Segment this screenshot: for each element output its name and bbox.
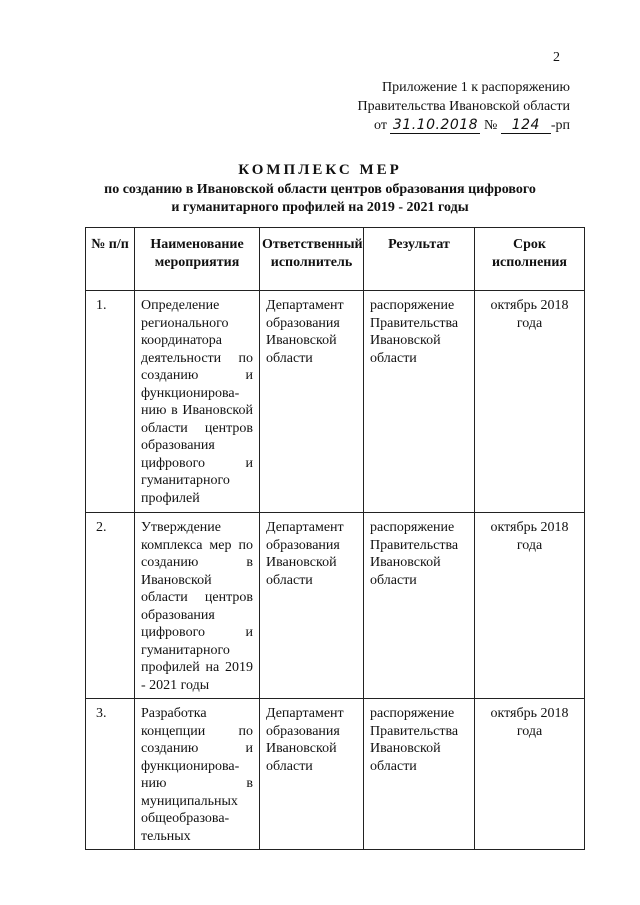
table-row bbox=[86, 699, 585, 850]
row-result: распоряжение Правительства Ивановской области bbox=[364, 699, 475, 850]
row-responsible: Департамент образования Ивановской области bbox=[260, 513, 364, 699]
table-header-row bbox=[86, 228, 585, 291]
row-num: 2. bbox=[86, 513, 135, 699]
row-name: Утверждение комплекса мер по созданию в Ивановской области центров образования цифрового и гуманитарного профилей на 2019 - 2021 годы bbox=[135, 513, 260, 699]
appendix-header bbox=[330, 78, 570, 135]
header-name: Наименование мероприятия bbox=[135, 228, 260, 291]
handwritten-date: 31.10.2018 bbox=[390, 117, 480, 134]
header-num: № п/п bbox=[86, 228, 135, 291]
document-title: КОМПЛЕКС МЕР bbox=[238, 162, 402, 178]
handwritten-number: 124 bbox=[501, 117, 551, 134]
measures-table bbox=[85, 227, 585, 850]
appendix-line-1: Приложение 1 к распоряжению bbox=[382, 80, 570, 95]
row-term: октябрь 2018 года bbox=[475, 699, 585, 850]
from-label: от bbox=[374, 118, 387, 133]
row-term: октябрь 2018 года bbox=[475, 291, 585, 513]
header-result: Результат bbox=[364, 228, 475, 291]
row-result: распоряжение Правительства Ивановской области bbox=[364, 513, 475, 699]
appendix-line-2: Правительства Ивановской области bbox=[357, 99, 570, 114]
row-name: Разработка концепции по созданию и функционирова-нию в муниципальных общеобразова-тельных bbox=[135, 699, 260, 850]
number-suffix: -рп bbox=[550, 118, 570, 133]
table-row bbox=[86, 513, 585, 699]
row-responsible: Департамент образования Ивановской области bbox=[260, 699, 364, 850]
row-name: Определение регионального координатора деятельности по созданию и функционирова-нию в Ивановской области центров образования цифрового и гуманитарного профилей bbox=[135, 291, 260, 513]
header-responsible: Ответственный исполнитель bbox=[260, 228, 364, 291]
number-sign: № bbox=[483, 118, 498, 133]
row-result: распоряжение Правительства Ивановской области bbox=[364, 291, 475, 513]
row-term: октябрь 2018 года bbox=[475, 513, 585, 699]
appendix-line-3 bbox=[330, 116, 570, 135]
document-subtitle: по созданию в Ивановской области центров образования цифрового и гуманитарного профилей на 2019 - 2021 годы bbox=[104, 182, 536, 215]
row-num: 1. bbox=[86, 291, 135, 513]
table-row bbox=[86, 291, 585, 513]
header-term: Срок исполнения bbox=[475, 228, 585, 291]
page-number: 2 bbox=[553, 50, 560, 65]
row-num: 3. bbox=[86, 699, 135, 850]
row-responsible: Департамент образования Ивановской области bbox=[260, 291, 364, 513]
